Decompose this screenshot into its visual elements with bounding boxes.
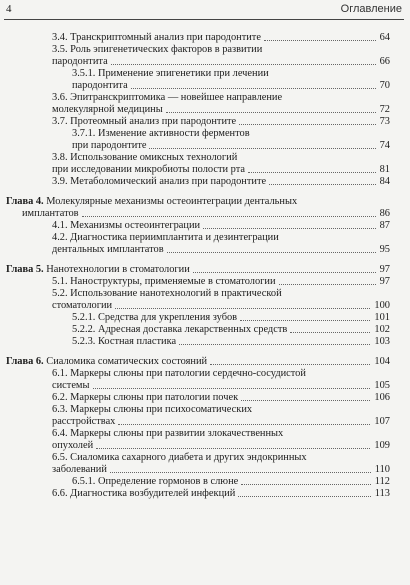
page-ref: 105 [374,380,390,391]
toc-line [0,116,410,128]
dot-leader [290,332,370,333]
page-ref: 104 [374,356,390,367]
toc-line [0,244,410,256]
toc-line [0,32,410,44]
page-ref: 72 [379,104,390,115]
entry-title: 6.2. Маркеры слюны при патологии почек [52,392,239,403]
toc-line [0,368,410,380]
toc-entry[interactable] [0,476,410,488]
dot-leader [241,484,371,485]
dot-leader [131,88,376,89]
dot-leader [115,308,370,309]
toc-line [0,56,410,68]
chapter-label: Глава 5. [6,264,44,275]
dot-leader [166,112,376,113]
entry-title: 6.3. Маркеры слюны при психосоматических [52,404,253,415]
dot-leader [239,124,375,125]
toc-line [0,104,410,116]
entry-title: пародонтита [52,56,108,67]
entry-title: 5.1. Наноструктуры, применяемые в стоматологии [52,276,276,287]
page-ref: 107 [374,416,390,427]
entry-title: системы [52,380,90,391]
toc-entry[interactable] [0,392,410,404]
page-ref: 81 [379,164,390,175]
entry-title: 6.1. Маркеры слюны при патологии сердечно-сосудистой [52,368,306,379]
toc-line [0,264,410,276]
page-ref: 112 [374,476,390,487]
entry-title: 5.2.3. Костная пластика [72,336,177,347]
dot-leader [96,448,370,449]
toc-line [0,220,410,232]
dot-leader [149,148,375,149]
toc-chapter[interactable] [0,264,410,276]
toc-line [0,140,410,152]
toc-line [0,404,410,416]
dot-leader [240,320,370,321]
toc-entry[interactable] [0,276,410,288]
chapter-gap [0,256,410,264]
toc-line [0,176,410,188]
toc-line [0,232,410,244]
chapter-gap [0,348,410,356]
toc-line [0,196,410,208]
page-ref: 113 [374,488,390,499]
toc-entry[interactable] [0,312,410,324]
toc-entry[interactable] [0,176,410,188]
entry-title: расстройствах [52,416,116,427]
dot-leader [210,364,370,365]
table-of-contents [0,32,410,500]
toc-line [0,68,410,80]
toc-line [0,476,410,488]
page-number: 4 [6,3,12,15]
page-ref: 73 [379,116,390,127]
chapter-label: Глава 4. [6,196,44,207]
toc-line [0,336,410,348]
toc-entry[interactable] [0,404,410,428]
toc-line [0,356,410,368]
entry-title: 3.9. Метаболомический анализ при пародонтите [52,176,267,187]
dot-leader [193,272,376,273]
page-header [0,3,410,17]
entry-title: 5.2. Использование нанотехнологий в практической [52,288,282,299]
entry-title: 3.4. Транскриптомный анализ при пародонтите [52,32,261,43]
dot-leader [82,216,376,217]
entry-title: 3.6. Эпитранскриптомика — новейшее направление [52,92,283,103]
dot-leader [203,228,376,229]
toc-line [0,440,410,452]
page-ref: 100 [374,300,390,311]
entry-title: пародонтита [72,80,128,91]
toc-line [0,488,410,500]
toc-line [0,300,410,312]
entry-title: 6.5.1. Определение гормонов в слюне [72,476,239,487]
toc-line [0,208,410,220]
page-ref: 109 [374,440,390,451]
toc-line [0,44,410,56]
entry-title: 5.2.1. Средства для укрепления зубов [72,312,238,323]
toc-line [0,164,410,176]
toc-line [0,428,410,440]
toc-entry[interactable] [0,428,410,452]
toc-chapter[interactable] [0,356,410,368]
entry-title: 6.6. Диагностика возбудителей инфекций [52,488,236,499]
toc-line [0,416,410,428]
toc-line [0,324,410,336]
toc-entry[interactable] [0,324,410,336]
toc-entry[interactable] [0,220,410,232]
header-rule [4,19,404,20]
toc-entry[interactable] [0,44,410,68]
toc-line [0,380,410,392]
page-ref: 87 [379,220,390,231]
dot-leader [179,344,370,345]
page-ref: 97 [379,264,390,275]
dot-leader [111,64,376,65]
entry-title: имплантатов [22,208,79,219]
toc-line [0,464,410,476]
entry-title: дентальных имплантатов [52,244,164,255]
toc-entry[interactable] [0,368,410,392]
dot-leader [238,496,371,497]
entry-title: 6.5. Сиаломика сахарного диабета и других эндокринных [52,452,307,463]
toc-line [0,92,410,104]
page-ref: 64 [379,32,390,43]
page-ref: 101 [374,312,390,323]
entry-title: 3.7. Протеомный анализ при пародонтите [52,116,237,127]
toc-entry[interactable] [0,488,410,500]
page-ref: 110 [374,464,390,475]
chapter-title: Нанотехнологии в стоматологии [43,264,190,275]
entry-title: 3.7.1. Изменение активности ферментов [72,128,250,139]
dot-leader [118,424,370,425]
running-title: Оглавление [340,3,402,15]
entry-title: 3.5. Роль эпигенетических факторов в развитии [52,44,263,55]
page-ref: 103 [374,336,390,347]
dot-leader [269,184,375,185]
toc-line [0,128,410,140]
entry-title: 3.5.1. Применение эпигенетики при лечении [72,68,269,79]
page-ref: 102 [374,324,390,335]
entry-title: при исследовании микробиоты полости рта [52,164,246,175]
dot-leader [167,252,376,253]
toc-line [0,452,410,464]
toc-entry[interactable] [0,116,410,128]
dot-leader [241,400,370,401]
toc-entry[interactable] [0,92,410,116]
page-ref: 97 [379,276,390,287]
entry-title: 5.2.2. Адресная доставка лекарственных средств [72,324,288,335]
toc-entry[interactable] [0,68,410,92]
toc-entry[interactable] [0,128,410,152]
page-ref: 70 [379,80,390,91]
toc-line [0,312,410,324]
entry-title: при пародонтите [72,140,147,151]
page-ref: 106 [374,392,390,403]
entry-title: опухолей [52,440,94,451]
toc-line [0,392,410,404]
page-ref: 74 [379,140,390,151]
toc-line [0,80,410,92]
chapter-title: Молекулярные механизмы остеоинтеграции дентальных [43,196,298,207]
dot-leader [93,388,371,389]
dot-leader [264,40,376,41]
entry-title: молекулярной медицины [52,104,163,115]
toc-entry[interactable] [0,152,410,176]
toc-entry[interactable] [0,232,410,256]
entry-title: 6.4. Маркеры слюны при развитии злокачественных [52,428,284,439]
toc-entry[interactable] [0,452,410,476]
entry-title: 4.1. Механизмы остеоинтеграции [52,220,201,231]
entry-title: стоматологии [52,300,113,311]
dot-leader [110,472,371,473]
toc-line [0,152,410,164]
toc-entry[interactable] [0,336,410,348]
chapter-gap [0,188,410,196]
toc-entry[interactable] [0,32,410,44]
chapter-title: Сиаломика соматических состояний [43,356,208,367]
page-ref: 95 [379,244,390,255]
toc-entry[interactable] [0,288,410,312]
entry-title: заболеваний [52,464,107,475]
toc-line [0,276,410,288]
page-ref: 84 [379,176,390,187]
page-ref: 66 [379,56,390,67]
entry-title: 4.2. Диагностика периимплантита и дезинтеграции [52,232,279,243]
dot-leader [279,284,376,285]
page-ref: 86 [379,208,390,219]
dot-leader [248,172,376,173]
chapter-label: Глава 6. [6,356,44,367]
toc-line [0,288,410,300]
entry-title: 3.8. Использование омиксных технологий [52,152,238,163]
toc-chapter[interactable] [0,196,410,220]
